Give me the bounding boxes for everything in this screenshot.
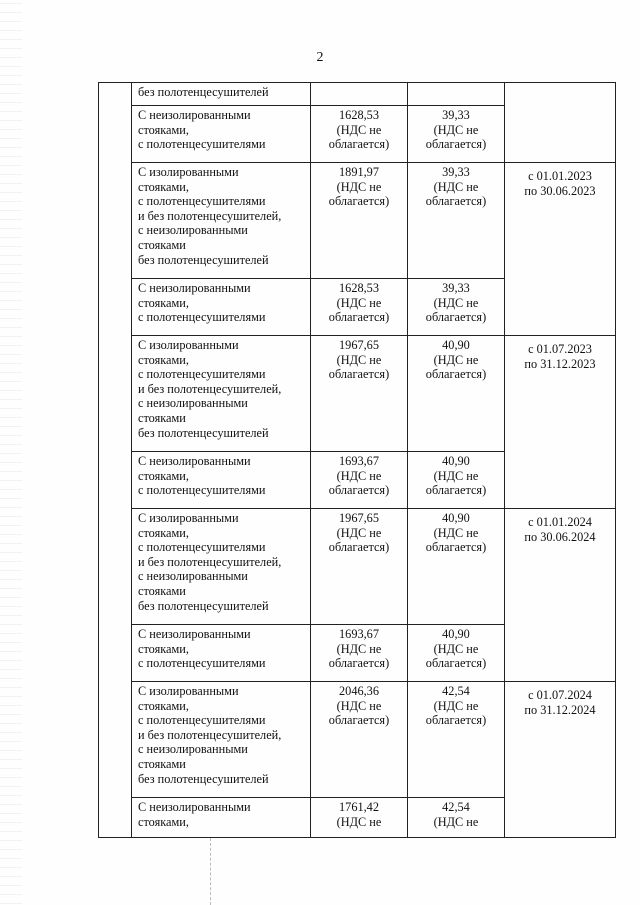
cell-line: облагается)	[425, 367, 487, 382]
tariff-component-cell	[408, 163, 505, 279]
cell-line: 1693,67	[339, 454, 379, 468]
cell-line: 2046,36	[339, 684, 379, 698]
tariff-value-cell	[311, 625, 408, 682]
cell-line: (НДС не	[336, 352, 382, 367]
cell-line: по 30.06.2023	[524, 183, 596, 198]
cell-line: (НДС не	[336, 295, 382, 310]
tariff-value-cell	[311, 106, 408, 163]
cell-line: с полотенцесушителями	[138, 194, 266, 209]
cell-line: облагается)	[425, 713, 487, 728]
table-row	[99, 509, 616, 625]
cell-line: стояками	[138, 237, 186, 252]
cell-line: и без полотенцесушителей,	[138, 727, 282, 742]
cell-line: облагается)	[328, 483, 390, 498]
cell-line: (НДС не	[433, 179, 479, 194]
period-cell	[505, 163, 616, 336]
cell-line: облагается)	[328, 656, 390, 671]
description-cell	[132, 625, 311, 682]
tariff-table	[98, 82, 616, 838]
cell-line: (НДС не	[336, 179, 382, 194]
cell-line: 40,90	[442, 338, 470, 352]
cell-line: С неизолированными	[138, 627, 251, 641]
description-cell	[132, 163, 311, 279]
cell-line: с неизолированными	[138, 742, 248, 757]
cell-line: с полотенцесушителями	[138, 713, 266, 728]
cell-line: без полотенцесушителей	[138, 598, 269, 613]
tariff-component-cell	[408, 106, 505, 163]
cell-line: стояками	[138, 756, 186, 771]
cell-line: с 01.07.2023	[528, 342, 592, 356]
cell-line: (НДС не	[433, 698, 479, 713]
tariff-component-cell	[408, 336, 505, 452]
cell-line: С неизолированными	[138, 281, 251, 295]
cell-line: (НДС не	[433, 641, 479, 656]
cell-line: с полотенцесушителями	[138, 137, 266, 152]
cell-line: облагается)	[328, 367, 390, 382]
cell-line: и без полотенцесушителей,	[138, 381, 282, 396]
cell-line: облагается)	[425, 540, 487, 555]
cell-line: 40,90	[442, 627, 470, 641]
description-cell	[132, 279, 311, 336]
cell-line: стояками	[138, 583, 186, 598]
cell-line: (НДС не	[336, 641, 382, 656]
period-cell	[505, 509, 616, 682]
cell-line: С изолированными	[138, 511, 239, 525]
cell-line: по 31.12.2024	[524, 702, 596, 717]
cell-line: (НДС не	[433, 352, 479, 367]
cell-line: облагается)	[425, 483, 487, 498]
cell-line: 39,33	[442, 165, 470, 179]
description-cell	[132, 682, 311, 798]
cell-line: с полотенцесушителями	[138, 310, 266, 325]
cell-line: стояками,	[138, 179, 189, 194]
cell-line: (НДС не	[433, 122, 479, 137]
tariff-value-cell	[311, 83, 408, 106]
cell-line: с 01.01.2023	[528, 169, 592, 183]
description-cell	[132, 798, 311, 838]
description-cell	[132, 106, 311, 163]
cell-line: по 31.12.2023	[524, 356, 596, 371]
cell-line: стояками,	[138, 468, 189, 483]
table-row	[99, 336, 616, 452]
cell-line: облагается)	[328, 310, 390, 325]
cell-line: (НДС не	[336, 468, 382, 483]
cell-line: (НДС не	[336, 122, 382, 137]
cell-line: стояками,	[138, 525, 189, 540]
cell-line: 40,90	[442, 454, 470, 468]
cell-line: с неизолированными	[138, 569, 248, 584]
tariff-component-cell	[408, 279, 505, 336]
cell-line: без полотенцесушителей	[138, 85, 269, 99]
cell-line: (НДС не	[433, 468, 479, 483]
description-cell	[132, 509, 311, 625]
cell-line: стояками,	[138, 352, 189, 367]
period-cell	[505, 682, 616, 838]
fold-mark	[210, 838, 211, 905]
table-row	[99, 682, 616, 798]
cell-line: стояками,	[138, 295, 189, 310]
cell-line: (НДС не	[336, 814, 382, 829]
cell-line: облагается)	[328, 194, 390, 209]
cell-line: облагается)	[425, 194, 487, 209]
cell-line: С изолированными	[138, 165, 239, 179]
cell-line: с 01.07.2024	[528, 688, 592, 702]
cell-line: с полотенцесушителями	[138, 367, 266, 382]
cell-line: облагается)	[328, 713, 390, 728]
tariff-component-cell	[408, 83, 505, 106]
tariff-component-cell	[408, 625, 505, 682]
cell-line: С неизолированными	[138, 108, 251, 122]
cell-line: С изолированными	[138, 338, 239, 352]
cell-line: стояками,	[138, 814, 189, 829]
table-row	[99, 83, 616, 106]
cell-line: облагается)	[328, 540, 390, 555]
cell-line: 1967,65	[339, 511, 379, 525]
tariff-component-cell	[408, 798, 505, 838]
cell-line: (НДС не	[433, 525, 479, 540]
index-column-cell	[99, 83, 132, 838]
cell-line: с неизолированными	[138, 396, 248, 411]
cell-line: С неизолированными	[138, 454, 251, 468]
tariff-component-cell	[408, 509, 505, 625]
cell-line: облагается)	[425, 310, 487, 325]
tariff-value-cell	[311, 336, 408, 452]
tariff-value-cell	[311, 163, 408, 279]
cell-line: облагается)	[328, 137, 390, 152]
cell-line: 39,33	[442, 108, 470, 122]
cell-line: стояками	[138, 410, 186, 425]
tariff-value-cell	[311, 452, 408, 509]
tariff-value-cell	[311, 509, 408, 625]
cell-line: с полотенцесушителями	[138, 656, 266, 671]
description-cell	[132, 452, 311, 509]
cell-line: без полотенцесушителей	[138, 771, 269, 786]
tariff-component-cell	[408, 682, 505, 798]
cell-line: С неизолированными	[138, 800, 251, 814]
period-cell	[505, 336, 616, 509]
cell-line: (НДС не	[336, 525, 382, 540]
tariff-value-cell	[311, 279, 408, 336]
cell-line: без полотенцесушителей	[138, 425, 269, 440]
cell-line: 1628,53	[339, 281, 379, 295]
description-cell	[132, 336, 311, 452]
cell-line: 1761,42	[339, 800, 379, 814]
cell-line: 42,54	[442, 684, 470, 698]
scan-edge-noise	[0, 0, 22, 905]
cell-line: облагается)	[425, 656, 487, 671]
cell-line: и без полотенцесушителей,	[138, 554, 282, 569]
cell-line: (НДС не	[433, 814, 479, 829]
cell-line: (НДС не	[336, 698, 382, 713]
tariff-value-cell	[311, 798, 408, 838]
cell-line: С изолированными	[138, 684, 239, 698]
cell-line: 1891,97	[339, 165, 379, 179]
cell-line: без полотенцесушителей	[138, 252, 269, 267]
cell-line: 1967,65	[339, 338, 379, 352]
cell-line: 40,90	[442, 511, 470, 525]
cell-line: с полотенцесушителями	[138, 483, 266, 498]
cell-line: 1628,53	[339, 108, 379, 122]
tariff-value-cell	[311, 682, 408, 798]
tariff-component-cell	[408, 452, 505, 509]
cell-line: с неизолированными	[138, 223, 248, 238]
cell-line: и без полотенцесушителей,	[138, 208, 282, 223]
cell-line: с полотенцесушителями	[138, 540, 266, 555]
cell-line: 42,54	[442, 800, 470, 814]
cell-line: облагается)	[425, 137, 487, 152]
description-cell	[132, 83, 311, 106]
period-cell	[505, 83, 616, 163]
cell-line: 1693,67	[339, 627, 379, 641]
cell-line: (НДС не	[433, 295, 479, 310]
cell-line: стояками,	[138, 641, 189, 656]
cell-line: 39,33	[442, 281, 470, 295]
page-number: 2	[316, 50, 324, 65]
cell-line: стояками,	[138, 122, 189, 137]
tariff-table-body	[99, 83, 616, 838]
cell-line: стояками,	[138, 698, 189, 713]
cell-line: с 01.01.2024	[528, 515, 592, 529]
table-row	[99, 163, 616, 279]
cell-line: по 30.06.2024	[524, 529, 596, 544]
